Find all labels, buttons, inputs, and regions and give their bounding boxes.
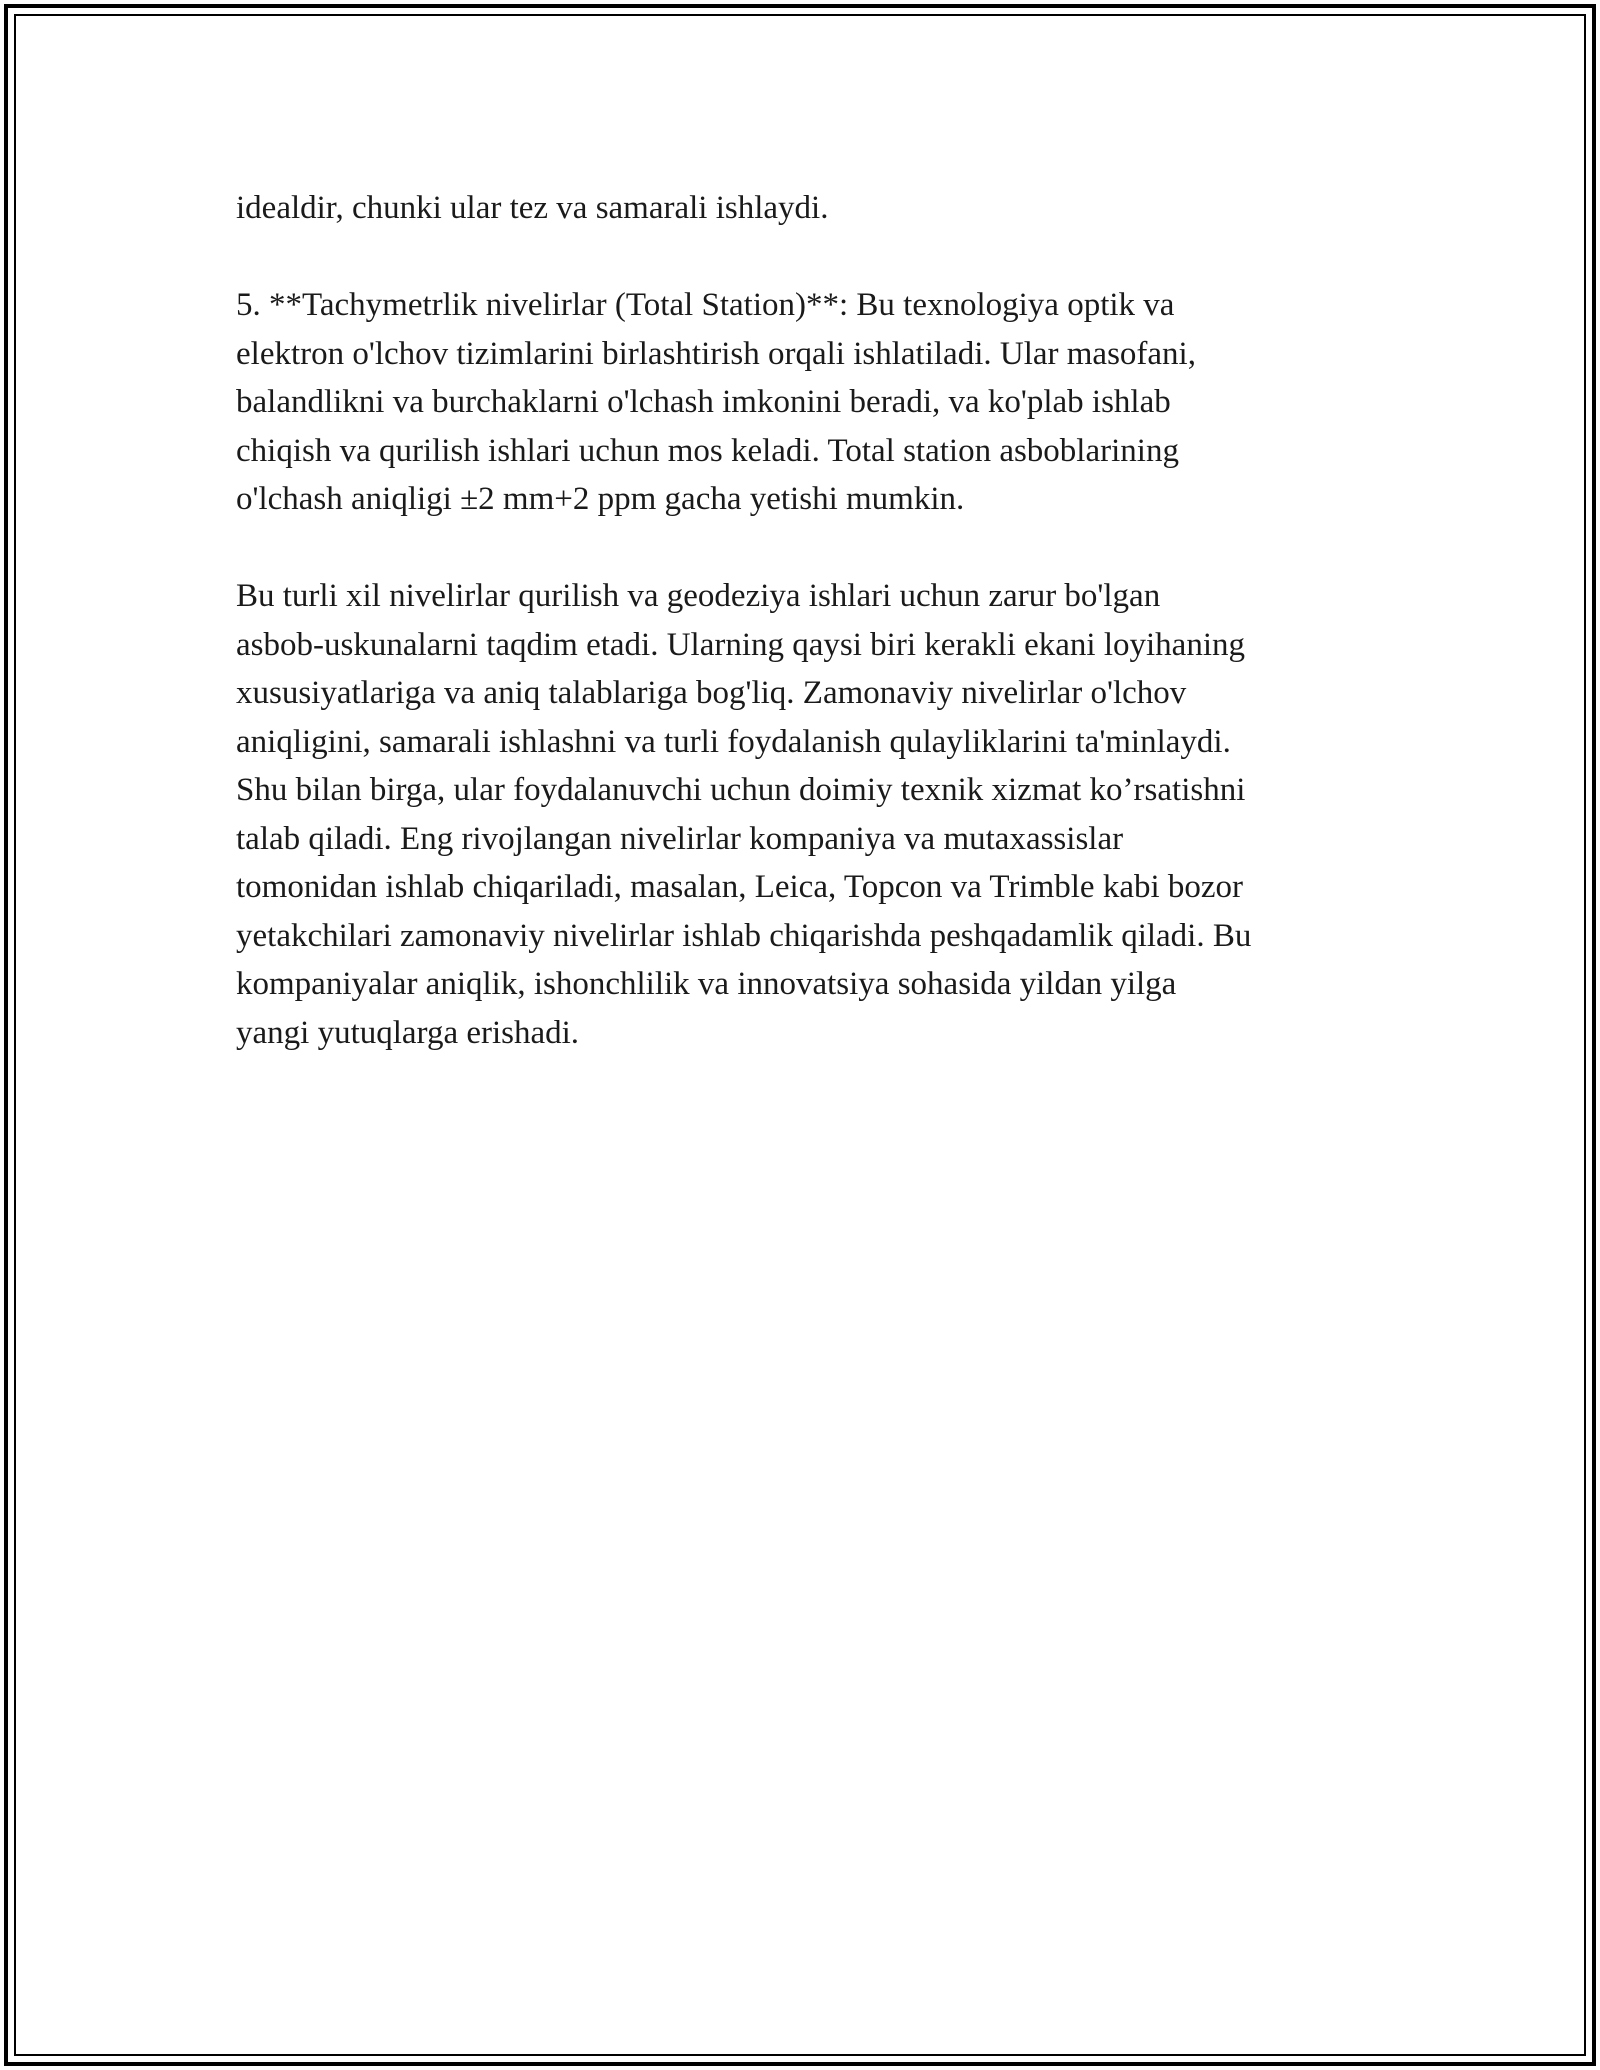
text-line: aniqligini, samarali ishlashni va turli foydalanish qulayliklarini ta'minlaydi. [236, 723, 1231, 760]
text-line: o'lchash aniqligi ±2 mm+2 ppm gacha yetishi mumkin. [236, 481, 965, 517]
paragraph-conclusion [236, 572, 1376, 1057]
paragraph-total-station [236, 281, 1376, 524]
text-line: 5. **Tachymetrlik nivelirlar (Total Station)**: Bu texnologiya optik va [236, 287, 1175, 323]
text-line: talab qiladi. Eng rivojlangan nivelirlar kompaniya va mutaxassislar [236, 820, 1124, 857]
paragraph-continuation [236, 184, 1376, 233]
text-line: chiqish va qurilish ishlari uchun mos keladi. Total station asboblarining [236, 432, 1179, 469]
text-line: kompaniyalar aniqlik, ishonchlilik va innovatsiya sohasida yildan yilga [236, 966, 1177, 1002]
text-line: asbob-uskunalarni taqdim etadi. Ularning qaysi biri kerakli ekani loyihaning [236, 626, 1245, 663]
text-line: Shu bilan birga, ular foydalanuvchi uchun doimiy texnik xizmat ko’rsatishni [236, 772, 1246, 808]
text-line: balandlikni va burchaklarni o'lchash imkonini beradi, va ko'plab ishlab [236, 384, 1171, 420]
text-line: yetakchilari zamonaviy nivelirlar ishlab chiqarishda peshqadamlik qiladi. Bu [236, 917, 1252, 954]
text-line: xususiyatlariga va aniq talablariga bog'liq. Zamonaviy nivelirlar o'lchov [236, 675, 1187, 711]
text-line: idealdir, chunki ular tez va samarali ishlaydi. [236, 190, 829, 226]
text-line: Bu turli xil nivelirlar qurilish va geodeziya ishlari uchun zarur bo'lgan [236, 578, 1161, 614]
document-body [236, 184, 1376, 1057]
text-line: yangi yutuqlarga erishadi. [236, 1014, 580, 1051]
text-line: elektron o'lchov tizimlarini birlashtirish orqali ishlatiladi. Ular masofani, [236, 335, 1196, 372]
text-line: tomonidan ishlab chiqariladi, masalan, Leica, Topcon va Trimble kabi bozor [236, 869, 1244, 905]
